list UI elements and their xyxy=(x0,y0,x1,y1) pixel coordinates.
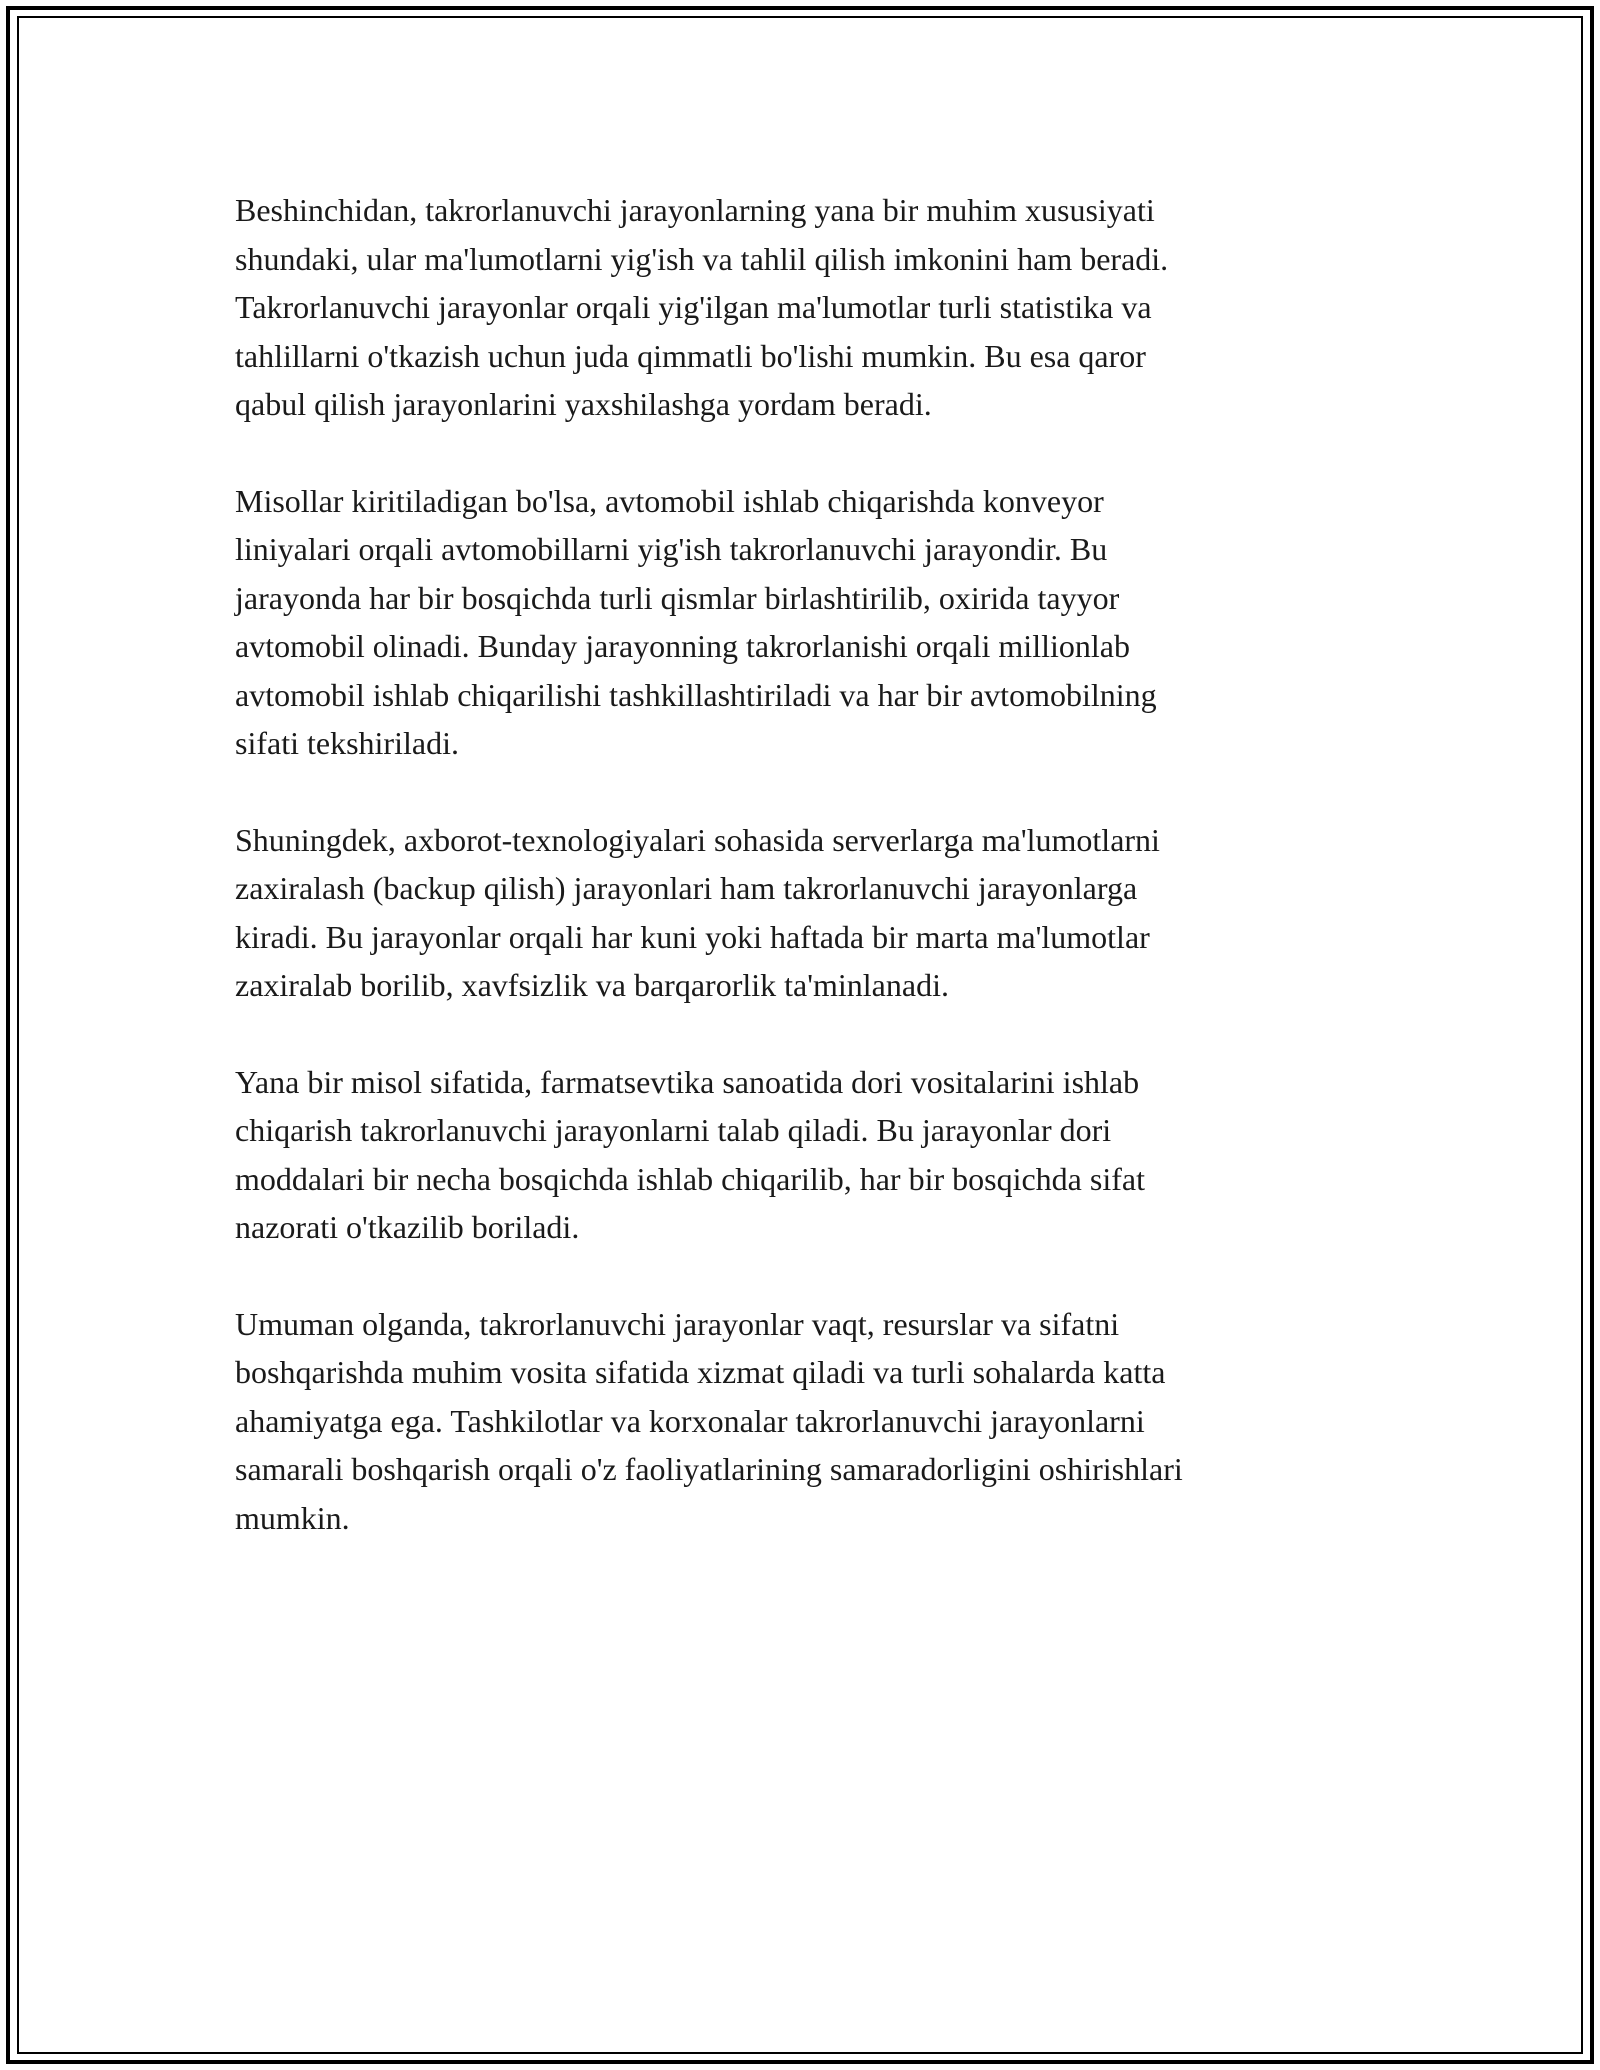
paragraph: Umuman olganda, takrorlanuvchi jarayonlar vaqt, resurslar va sifatni boshqarishda muhim vosita sifatida xizmat qiladi va turli sohalarda katta ahamiyatga ega. Tashkilotlar va korxonalar takrorlanuvchi jarayonlarni samarali boshqarish orqali o'z faoliyatlarining samaradorligini oshirishlari mumkin. xyxy=(235,1305,1183,1536)
paragraph: Shuningdek, axborot-texnologiyalari sohasida serverlarga ma'lumotlarni zaxiralash (backup qilish) jarayonlari ham takrorlanuvchi jarayonlarga kiradi. Bu jarayonlar orqali har kuni yoki haftada bir marta ma'lumotlar zaxiralab borilib, xavfsizlik va barqarorlik ta'minlanadi. xyxy=(235,821,1160,1003)
document-body xyxy=(235,186,1355,1590)
paragraph: Beshinchidan, takrorlanuvchi jarayonlarning yana bir muhim xususiyati shundaki, ular ma'lumotlarni yig'ish va tahlil qilish imkonini ham beradi. Takrorlanuvchi jarayonlar orqali yig'ilgan ma'lumotlar turli statistika va tahlillarni o'tkazish uchun juda qimmatli bo'lishi mumkin. Bu esa qaror qabul qilish jarayonlarini yaxshilashga yordam beradi. xyxy=(235,192,1169,422)
paragraph: Misollar kiritiladigan bo'lsa, avtomobil ishlab chiqarishda konveyor liniyalari orqali avtomobillarni yig'ish takrorlanuvchi jarayondir. Bu jarayonda har bir bosqichda turli qismlar birlashtirilib, oxirida tayyor avtomobil olinadi. Bunday jarayonning takrorlanishi orqali millionlab avtomobil ishlab chiqarilishi tashkillashtiriladi va har bir avtomobilning sifati tekshiriladi. xyxy=(235,482,1157,761)
paragraph: Yana bir misol sifatida, farmatsevtika sanoatida dori vositalarini ishlab chiqarish takrorlanuvchi jarayonlarni talab qiladi. Bu jarayonlar dori moddalari bir necha bosqichda ishlab chiqarilib, har bir bosqichda sifat nazorati o'tkazilib boriladi. xyxy=(235,1063,1145,1245)
